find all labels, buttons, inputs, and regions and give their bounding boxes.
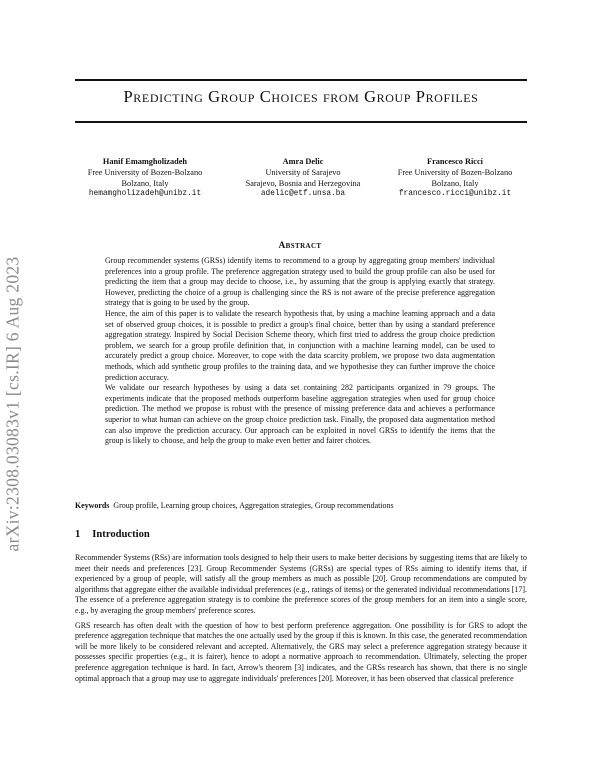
author-name: Francesco Ricci — [427, 157, 483, 166]
title-top-rule — [75, 79, 527, 81]
keywords-text: Group profile, Learning group choices, Aggregation strategies, Group recommendations — [113, 501, 394, 510]
author-location: Bolzano, Italy — [431, 179, 479, 188]
author-affiliation: University of Sarajevo — [265, 168, 341, 177]
author-email[interactable]: hemamgholizadeh@unibz.it — [88, 190, 202, 198]
author-block — [60, 156, 540, 206]
body-paragraph: Recommender Systems (RSs) are information tools designed to help their users to make better decisions by suggesting items that are likely to meet their needs and preferences [23]. Group Recommender Systems (GRSs) are special types of RSs aiming to identify items that, if experienced by a group of people, will satisfy all the group members as much as possible [20]. Group recommendations are computed by algorithms that aggregate either the available individual preferences (e.g., ratings of items) or the generated individual recommendations [17]. The essence of a preference aggregation strategy is to combine the preference scores of the group members for an item into a single score, e.g., by averaging the group members' preference scores. — [75, 553, 527, 615]
paper-title: Predicting Group Choices from Group Profiles — [123, 87, 479, 106]
author-location: Sarajevo, Bosnia and Herzegovina — [245, 179, 361, 188]
section-title: Introduction — [92, 529, 150, 540]
title-bottom-rule — [75, 121, 527, 123]
author-2 — [218, 156, 388, 200]
abstract-paragraph: Hence, the aim of this paper is to validate the research hypothesis that, by using a machine learning approach and a data set of observed group choices, it is possible to predict a group's final choice, better than by using a standard preference aggregation strategy. Inspired by Social Decision Scheme theory, which first tried to address the group choice prediction problem, we search for a group profile definition that, in conjunction with a machine learning model, can be used to accurately predict a group choice. Moreover, to cope with the data scarcity problem, we propose two data augmentation methods, which add synthetic group profiles to the training data, and we hypothesise they can further improve the choice prediction accuracy. — [105, 308, 495, 382]
body-paragraph: GRS research has often dealt with the question of how to best perform preference aggregation. One possibility is for GRS to adopt the preference aggregation technique that matches the one actually used by the group if this is known. In this case, the generated recommendation will be more likely to be considered relevant and accepted. Alternatively, the GRS may select a preference aggregation strategy because it possesses specific properties (e.g., it is fairer), hence to adopt a normative approach to recommendation. Ultimately, selecting the proper preference aggregation technique is hard. In fact, Arrow's theorem [3] indicates, and the GRSs research has shown, that there is no single optimal approach that a group may use to aggregate individuals' preferences [20]. Moreover, it has been observed that classical preference — [75, 620, 527, 683]
author-1 — [60, 156, 230, 200]
section-number: 1 — [75, 529, 81, 540]
author-name: Hanif Emamgholizadeh — [102, 157, 188, 166]
abstract-paragraph: Group recommender systems (GRSs) identify items to recommend to a group by aggregating group members' individual preferences into a group profile. The preference aggregation strategy used to build the group profile can also be used for predicting the item that a group may decide to choose, i.e., by assuming that the group is applying exactly that strategy. However, predicting the choice of a group is challenging since the RS is not aware of the precise preference aggregation strategy that is going to be used by the group. — [105, 256, 495, 308]
author-email[interactable]: adelic@etf.unsa.ba — [260, 190, 346, 198]
author-affiliation: Free University of Bozen-Bolzano — [397, 168, 513, 177]
abstract-body — [105, 256, 495, 447]
abstract-paragraph: We validate our research hypotheses by using a data set containing 282 participants organized in 79 groups. The experiments indicate that the proposed methods outperform baseline aggregation strategies when used for group choice prediction. The method we propose is robust with the presence of missing preference data and achieves a performance superior to what human can achieve on the group choice prediction task. Finally, the proposed data augmentation method can also improve the prediction accuracy. Our approach can be exploited in novel GRSs to identify the items that the group is likely to choose, and help the group to make even better and fairer choices. — [105, 383, 495, 446]
abstract-heading: Abstract — [278, 241, 322, 251]
arxiv-identifier: arXiv:2308.03083v1 [cs.IR] 6 Aug 2023 — [2, 256, 23, 552]
author-3 — [370, 156, 540, 200]
keywords-label: Keywords — [75, 501, 110, 510]
author-location: Bolzano, Italy — [121, 179, 169, 188]
section-heading — [75, 529, 150, 540]
author-affiliation: Free University of Bozen-Bolzano — [87, 168, 203, 177]
keywords-line — [75, 501, 527, 512]
author-email[interactable]: francesco.ricci@unibz.it — [398, 190, 512, 198]
author-name: Amra Delic — [282, 157, 324, 166]
section-body — [75, 553, 527, 688]
